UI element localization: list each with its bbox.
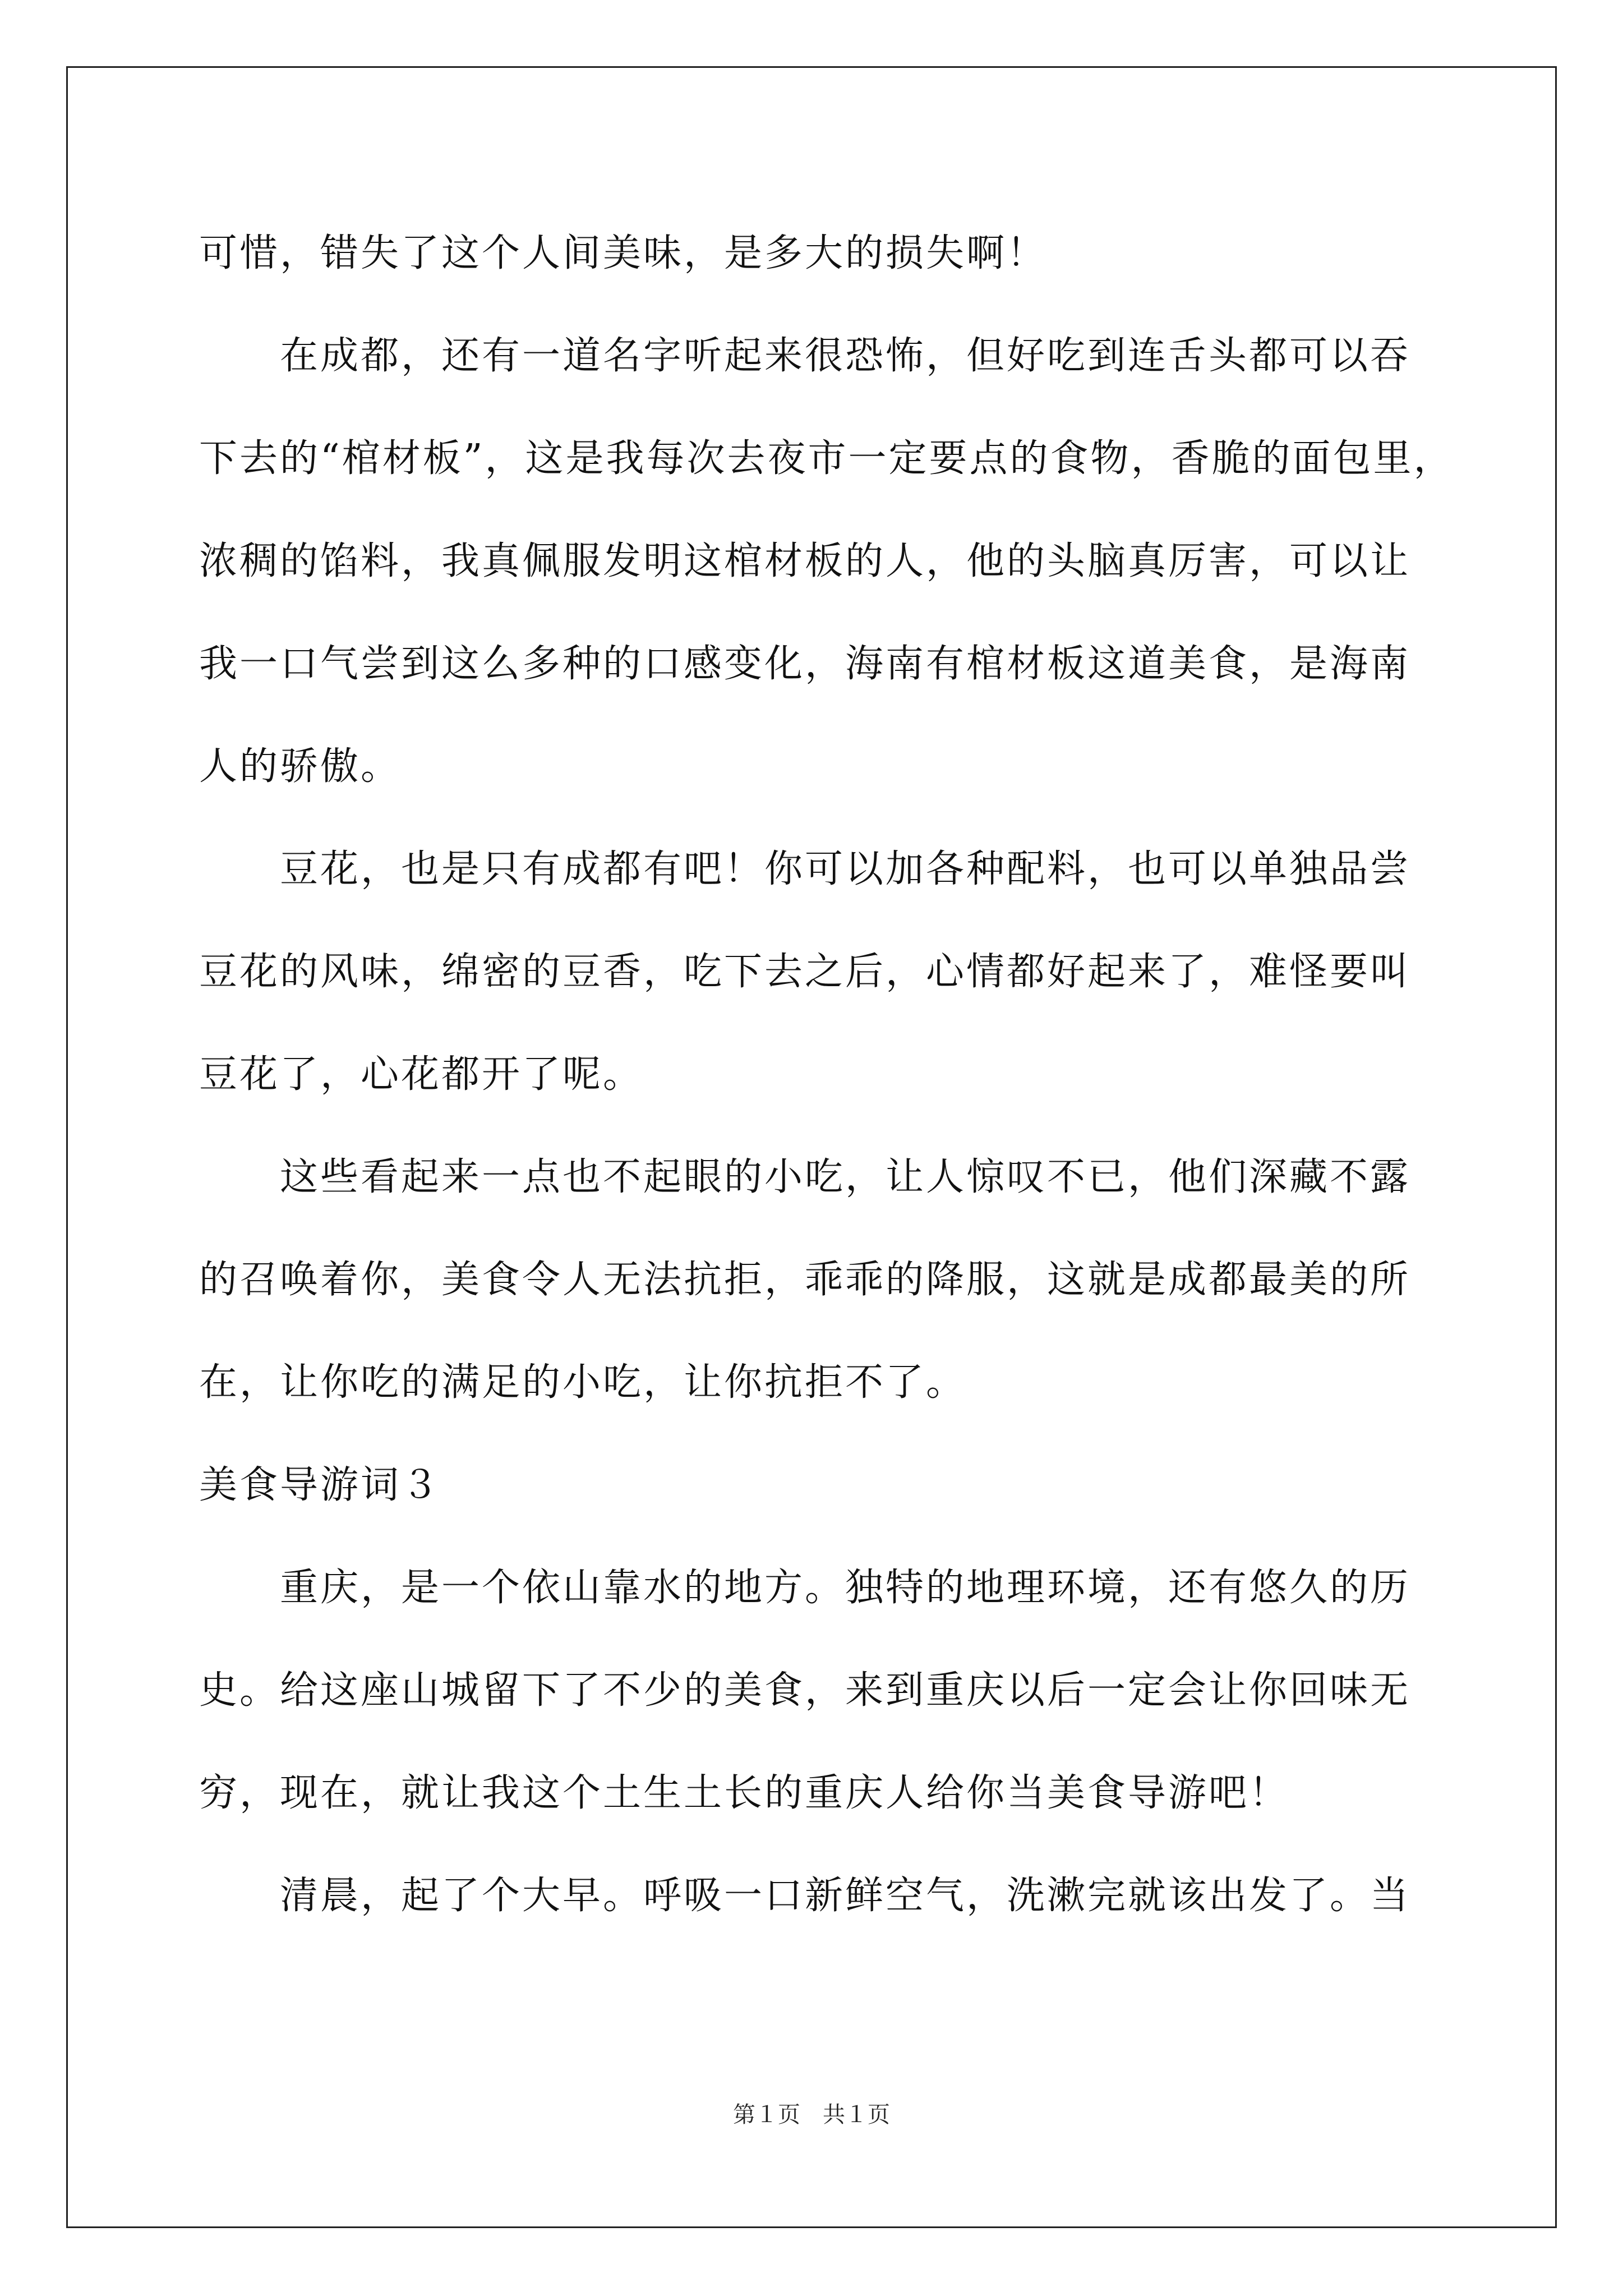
text-line: 下去的“棺材板”，这是我每次去夜市一定要点的食物，香脆的面包里， [199, 436, 1454, 481]
text-line: 这些看起来一点也不起眼的小吃，让人惊叹不已，他们深藏不露 [199, 1155, 1411, 1199]
text-line: 豆花了，心花都开了呢。 [199, 1052, 644, 1097]
text-line: 豆花，也是只有成都有吧！你可以加各种配料，也可以单独品尝 [199, 847, 1411, 891]
text-line: 清晨，起了个大早。呼吸一口新鲜空气，洗漱完就该出发了。当 [199, 1874, 1411, 1918]
text-line: 穷，现在，就让我这个土生土长的重庆人给你当美食导游吧！ [199, 1771, 1290, 1815]
section-heading: 美食导游词３ [199, 1463, 442, 1507]
page-footer: 第１页 共１页 [733, 2102, 890, 2128]
text-line: 浓稠的馅料，我真佩服发明这棺材板的人，他的头脑真厉害，可以让 [199, 539, 1411, 583]
text-line: 在，让你吃的满足的小吃，让你抗拒不了。 [199, 1360, 967, 1405]
text-line: 我一口气尝到这么多种的口感变化，海南有棺材板这道美食，是海南 [199, 642, 1411, 686]
text-line: 人的骄傲。 [199, 744, 402, 789]
text-line: 豆花的风味，绵密的豆香，吃下去之后，心情都好起来了，难怪要叫 [199, 950, 1411, 994]
text-line: 重庆，是一个依山靠水的地方。独特的地理环境，还有悠久的历 [199, 1566, 1411, 1610]
text-line: 在成都，还有一道名字听起来很恐怖，但好吃到连舌头都可以吞 [199, 334, 1411, 378]
document-body [199, 202, 1483, 1947]
text-line: 史。给这座山城留下了不少的美食，来到重庆以后一定会让你回味无 [199, 1668, 1411, 1713]
text-line: 可惜，错失了这个人间美味，是多大的损失啊！ [199, 231, 1048, 275]
text-line: 的召唤着你，美食令人无法抗拒，乖乖的降服，这就是成都最美的所 [199, 1258, 1411, 1302]
